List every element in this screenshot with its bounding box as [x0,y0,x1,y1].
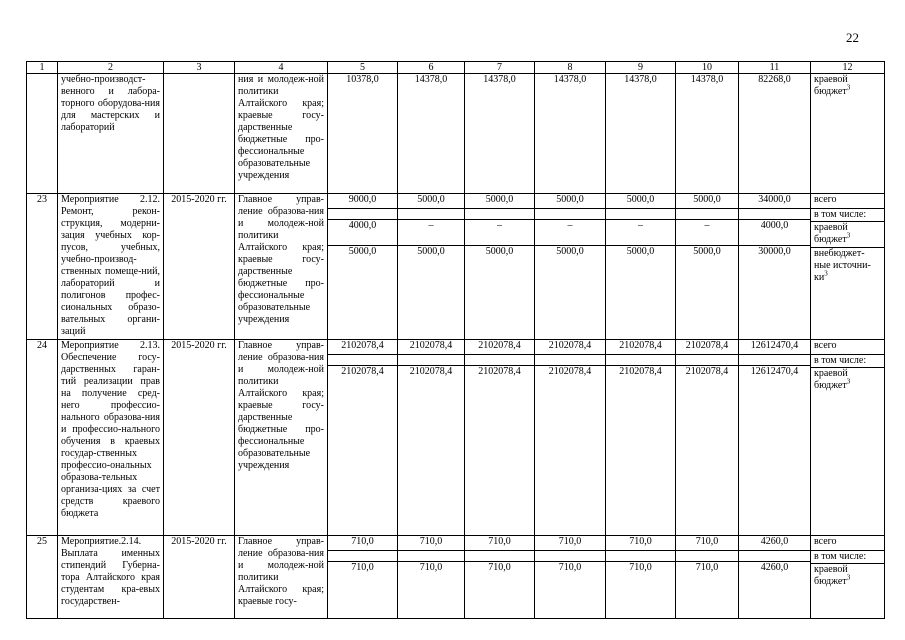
source-label: внебюджет-ные источни-$ки^3$ [814,248,871,283]
value-cell [465,340,535,536]
column-header: 6 [398,62,465,74]
row-number: 24 [27,340,58,536]
value: 5000,0 [606,194,675,209]
value: 5000,0 [535,194,605,209]
period: 2015-2020 гг. [164,340,235,536]
source-label: краевой бюджет$^3$ [814,74,851,97]
column-header: 2 [58,62,164,74]
footnote-mark: 3 [824,269,828,278]
value: 710,0 [398,536,464,551]
value [328,551,397,562]
value: 4260,0 [739,536,810,551]
value: 9000,0 [328,194,397,209]
value-cell [398,194,465,340]
value: 34000,0 [739,194,810,209]
measure-name: учебно-производст-венного и лабора-торного оборудова-ния для мастерских и лабораторий [58,74,164,194]
value-cell [398,340,465,536]
value: 14378,0 [553,74,587,85]
value [606,209,675,220]
value-cell [465,536,535,619]
value-cell [535,194,606,340]
value-cell [465,74,535,194]
value: 14378,0 [483,74,516,85]
value: 710,0 [465,536,534,551]
table-row [27,194,885,340]
value: 5000,0 [626,246,655,257]
source-label: в том числе: [811,355,884,368]
value: – [535,220,605,246]
value-cell [535,74,606,194]
value-cell [398,74,465,194]
value: 4000,0 [739,220,810,246]
value: 2102078,4 [619,366,662,377]
executor: ния и молодеж-ной политики Алтайского края; краевые госу-дарственные бюджетные про-фессиональные образовательные учреждения [235,74,328,194]
value: 5000,0 [485,246,514,257]
value-cell [739,340,811,536]
value [676,355,738,366]
value: 5000,0 [676,194,738,209]
value-cell [676,536,739,619]
value: 2102078,4 [676,340,738,355]
value: 5000,0 [398,194,464,209]
measure-name: Мероприятие 2.13. Обеспечение госу-дарственных гаран-тий реализации прав на получение сред-него профессио-нального образова-ния и профессио-нального обучения в краевых государ-ственных профессио-ональных образова-тельных организа-циях за счет средств краевого бюджета [58,340,164,536]
executor: Главное управ-ление образова-ния и молодеж-ной политики Алтайского края; краевые госу- [235,536,328,619]
value: 82268,0 [758,74,791,85]
value: 2102078,4 [409,366,453,377]
measure-name: Мероприятие.2.14. Выплата именных стипендий Губерна-тора Алтайского края студентам кра-евых государствен- [58,536,164,619]
value-cell [398,536,465,619]
table-row [27,536,885,619]
executor: Главное управ-ление образова-ния и молодеж-ной политики Алтайского края; краевые госу-дарственные бюджетные про-фессиональные образовательные учреждения [235,340,328,536]
value-cell [328,340,398,536]
column-header: 3 [164,62,235,74]
value: 5000,0 [693,246,721,257]
funding-source [811,536,885,619]
value: 2102078,4 [398,340,464,355]
value [398,209,464,220]
source-label: краевой бюджет$^3$ [814,564,851,587]
value: 710,0 [535,536,605,551]
table-body [27,74,885,619]
value [739,355,810,366]
value-cell [606,340,676,536]
value [535,209,605,220]
value: 12612470,4 [739,340,810,355]
column-numbers-row [27,62,885,74]
measure-name: Мероприятие 2.12. Ремонт, рекон-струкция, модерни-зация учебных кор-пусов, учебных, учебно-производ-ственных помеще-ний, лабораторий и полигонов профес-сиональных образо-вательных органи-заций [58,194,164,340]
value-cell [739,194,811,340]
source-label: всего [811,194,884,209]
value [676,209,738,220]
value [398,551,464,562]
value: 5000,0 [417,246,445,257]
source-label: в том числе: [811,209,884,222]
value: 710,0 [695,562,719,573]
value: 2102078,4 [535,340,605,355]
value: 5000,0 [556,246,584,257]
footnote-mark: 3 [846,231,851,240]
table-row [27,74,885,194]
value [606,551,675,562]
value: 14378,0 [624,74,657,85]
row-number [27,74,58,194]
value-cell [328,536,398,619]
value [535,355,605,366]
source-label: всего [811,536,884,551]
funding-source [811,74,885,194]
value: 4000,0 [328,220,397,246]
value [465,355,534,366]
column-header: 11 [739,62,811,74]
row-number: 23 [27,194,58,340]
value: 710,0 [419,562,443,573]
column-header: 7 [465,62,535,74]
period [164,74,235,194]
value: 2102078,4 [465,340,534,355]
value-cell [676,194,739,340]
footnote-mark: 3 [846,573,851,582]
value: 2102078,4 [685,366,729,377]
value: 710,0 [488,562,511,573]
value: 4260,0 [760,562,789,573]
value-cell [606,74,676,194]
column-header: 10 [676,62,739,74]
value: 2102078,4 [478,366,521,377]
value [676,551,738,562]
value-cell [739,74,811,194]
page-number: 22 [846,30,859,45]
value: 5000,0 [465,194,534,209]
value-cell [676,74,739,194]
value: – [465,220,534,246]
value: 2102078,4 [341,366,384,377]
value [465,551,534,562]
value [465,209,534,220]
period: 2015-2020 гг. [164,536,235,619]
footnote-mark: 3 [846,83,851,92]
program-table [26,61,885,619]
column-header: 12 [811,62,885,74]
value-cell [465,194,535,340]
value: 2102078,4 [328,340,397,355]
value [739,551,810,562]
value: 710,0 [676,536,738,551]
value: – [398,220,464,246]
source-label: краевой бюджет$^3$ [811,222,884,248]
value: 14378,0 [690,74,724,85]
executor: Главное управ-ление образова-ния и молодеж-ной политики Алтайского края; краевые госу-дарственные бюджетные про-фессиональные образовательные учреждения [235,194,328,340]
period: 2015-2020 гг. [164,194,235,340]
source-label: в том числе: [811,551,884,564]
value: 710,0 [351,562,374,573]
funding-source [811,340,885,536]
value: 14378,0 [414,74,448,85]
value-cell [328,74,398,194]
value: 710,0 [606,536,675,551]
value: – [676,220,738,246]
value: 30000,0 [758,246,791,257]
funding-source [811,194,885,340]
value-cell [739,536,811,619]
value-cell [328,194,398,340]
source-label: всего [811,340,884,355]
column-header: 8 [535,62,606,74]
value: 12612470,4 [750,366,799,377]
value [606,355,675,366]
value-cell [606,536,676,619]
value: 10378,0 [346,74,379,85]
column-header: 5 [328,62,398,74]
column-header: 9 [606,62,676,74]
value [328,355,397,366]
value-cell [535,536,606,619]
row-number: 25 [27,536,58,619]
value: 2102078,4 [548,366,592,377]
value: 710,0 [558,562,582,573]
value: 2102078,4 [606,340,675,355]
value: – [606,220,675,246]
value-cell [676,340,739,536]
value: 5000,0 [348,246,377,257]
value-cell [535,340,606,536]
source-label: краевой бюджет$^3$ [814,368,851,391]
table-row [27,340,885,536]
value: 710,0 [629,562,652,573]
value [328,209,397,220]
value [535,551,605,562]
footnote-mark: 3 [846,377,851,386]
value: 710,0 [328,536,397,551]
column-header: 4 [235,62,328,74]
value-cell [606,194,676,340]
value [739,209,810,220]
value [398,355,464,366]
column-header: 1 [27,62,58,74]
